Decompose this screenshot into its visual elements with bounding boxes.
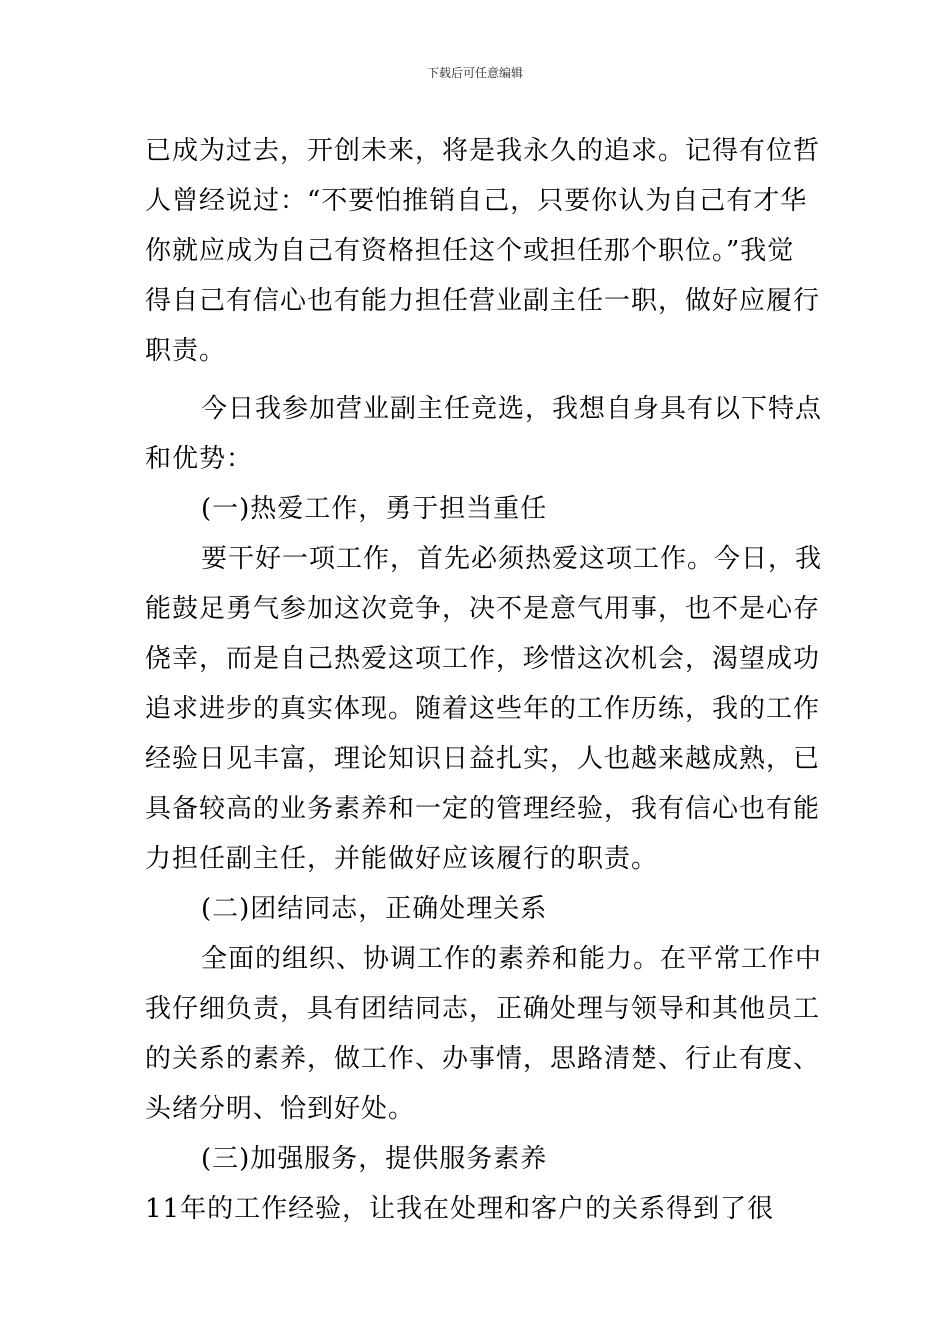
- text-line: 得自己有信心也有能力担任营业副主任一职，做好应履行: [145, 286, 821, 316]
- text-line: 经验日见丰富，理论知识日益扎实，人也越来越成熟，已: [145, 744, 821, 774]
- text-line: 和优势：: [145, 444, 254, 474]
- text-line: 我仔细负责，具有团结同志，正确处理与领导和其他员工: [145, 994, 821, 1024]
- text-line: 头绪分明、恰到好处。: [145, 1094, 416, 1124]
- section-heading: (二)团结同志，正确处理关系: [201, 894, 548, 924]
- text-line: 要干好一项工作，首先必须热爱这项工作。今日，我: [201, 544, 823, 574]
- text-line: 力担任副主任，并能做好应该履行的职责。: [145, 844, 659, 874]
- text-line: 追求进步的真实体现。随着这些年的工作历练，我的工作: [145, 694, 821, 724]
- paragraph-gap: [145, 376, 810, 384]
- text-line: 能鼓足勇气参加这次竞争，决不是意气用事，也不是心存: [145, 594, 821, 624]
- page-header: 下载后可任意编辑: [426, 66, 523, 80]
- text-line: 侥幸，而是自己热爱这项工作，珍惜这次机会，渴望成功: [145, 644, 821, 674]
- text-line: 具备较高的业务素养和一定的管理经验，我有信心也有能: [145, 794, 821, 824]
- text-line: 11年的工作经验，让我在处理和客户的关系得到了很: [145, 1194, 775, 1224]
- text-line: 的关系的素养，做工作、办事情，思路清楚、行止有度、: [145, 1044, 821, 1074]
- section-heading: (一)热爱工作，勇于担当重任: [201, 494, 548, 524]
- text-line: 人曾经说过：“不要怕推销自己，只要你认为自己有才华: [145, 186, 808, 216]
- section-heading: (三)加强服务，提供服务素养: [201, 1144, 548, 1174]
- text-line: 今日我参加营业副主任竞选，我想自身具有以下特点: [201, 394, 823, 424]
- text-line: 你就应成为自己有资格担任这个或担任那个职位。”我觉: [145, 236, 795, 266]
- text-line: 已成为过去，开创未来，将是我永久的追求。记得有位哲: [145, 136, 821, 166]
- text-line: 职责。: [145, 336, 227, 366]
- document-body: [145, 126, 823, 1234]
- text-line: 全面的组织、协调工作的素养和能力。在平常工作中: [201, 944, 823, 974]
